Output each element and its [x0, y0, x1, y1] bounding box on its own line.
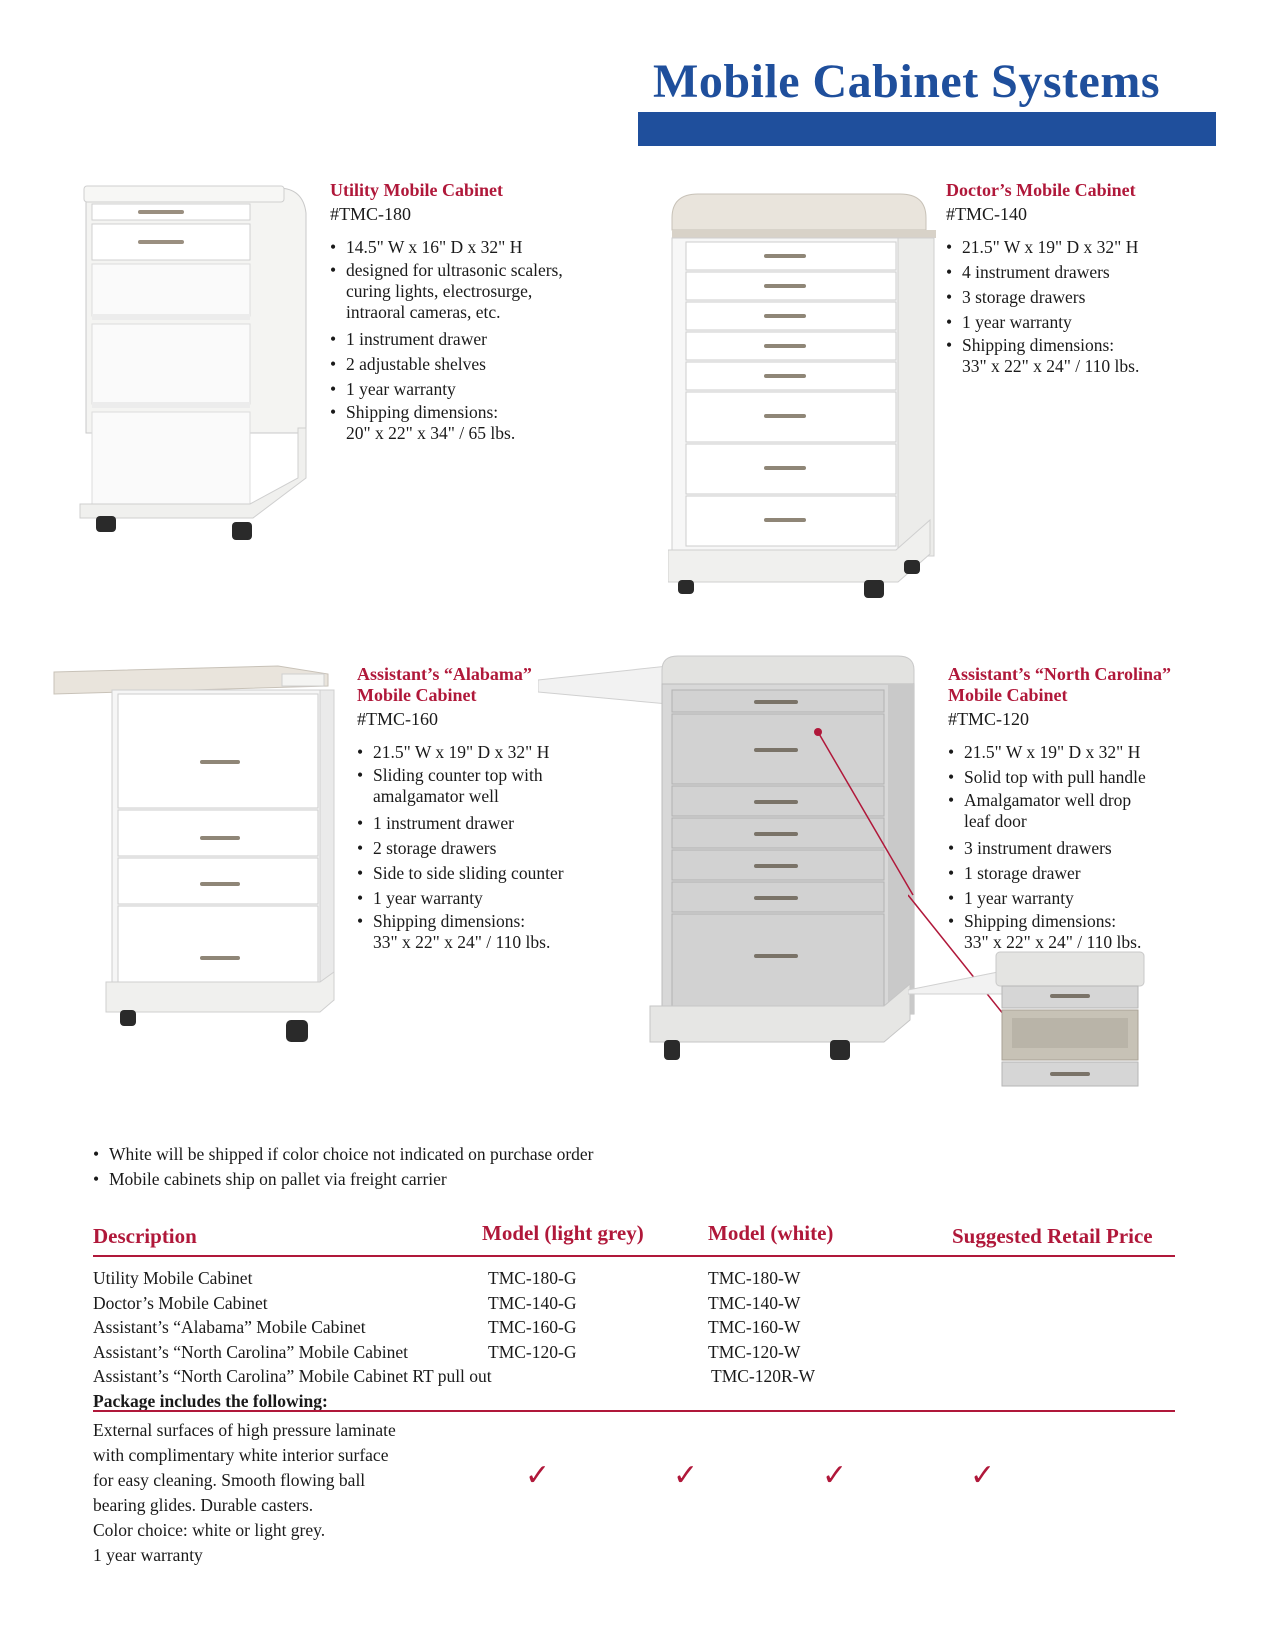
spec-item: • 3 instrument drawers: [948, 836, 1171, 861]
table-rows: [93, 1266, 492, 1413]
table-row-desc: Assistant’s “North Carolina” Mobile Cabinet RT pull out: [93, 1366, 492, 1386]
check-icon: ✓: [673, 1459, 699, 1492]
spec-item: • designed for ultrasonic scalers, curing lights, electrosurge, intraoral cameras, etc.: [330, 260, 563, 323]
spec-item: • 21.5" W x 19" D x 32" H: [948, 740, 1171, 765]
model-white: TMC-160-W: [708, 1317, 801, 1337]
header-model-grey: Model (light grey): [482, 1221, 644, 1245]
model-grey: TMC-120-G: [488, 1341, 577, 1362]
north-carolina-cabinet-image: [538, 650, 918, 1060]
package-line: with complimentary white interior surface: [93, 1445, 389, 1465]
page-title: Mobile Cabinet Systems: [653, 55, 1160, 108]
spec-item: • 1 instrument drawer: [330, 327, 563, 352]
spec-item: • Shipping dimensions: 20" x 22" x 34" / 65 lbs.: [330, 402, 563, 444]
check-icon: ✓: [970, 1459, 996, 1492]
spec-item: • Sliding counter top with amalgamator well: [357, 765, 564, 807]
spec-item: • Shipping dimensions: 33" x 22" x 24" / 110 lbs.: [946, 335, 1139, 377]
spec-item: • 21.5" W x 19" D x 32" H: [946, 235, 1139, 260]
product-name: Utility Mobile Cabinet: [330, 180, 503, 200]
spec-item: • Side to side sliding counter: [357, 861, 564, 886]
package-line: bearing glides. Durable casters.: [93, 1495, 314, 1515]
model-grey: TMC-160-G: [488, 1317, 577, 1337]
spec-item: • 1 year warranty: [330, 377, 563, 402]
package-line: Color choice: white or light grey.: [93, 1520, 326, 1540]
grey-model-column: [488, 1266, 576, 1364]
spec-item: • 21.5" W x 19" D x 32" H: [357, 740, 564, 765]
spec-item: • 2 adjustable shelves: [330, 352, 563, 377]
spec-item: • 1 year warranty: [948, 886, 1171, 911]
spec-item: • 1 year warranty: [357, 886, 564, 911]
model-white: TMC-140-W: [708, 1292, 801, 1313]
table-row-desc: Utility Mobile Cabinet: [93, 1268, 253, 1288]
header-model-white: Model (white): [708, 1221, 834, 1245]
spec-list: [330, 235, 563, 444]
table-row-desc: Doctor’s Mobile Cabinet: [93, 1292, 268, 1313]
note-item: • White will be shipped if color choice not indicated on purchase order: [93, 1142, 594, 1167]
doctor-cabinet-image: [668, 190, 940, 600]
model-white: TMC-180-W: [708, 1268, 801, 1288]
model-grey: TMC-140-G: [488, 1292, 577, 1313]
product-alabama: [357, 664, 564, 957]
shipping-notes: [93, 1142, 594, 1192]
spec-item: • 3 storage drawers: [946, 285, 1139, 310]
check-icon: ✓: [525, 1459, 551, 1492]
product-doctor: [946, 180, 1139, 381]
model-white: TMC-120R-W: [711, 1366, 816, 1386]
product-name-line-1: Assistant’s “Alabama”: [357, 664, 532, 684]
spec-list: [948, 740, 1171, 953]
package-rule: [93, 1410, 1175, 1412]
spec-item: • 4 instrument drawers: [946, 260, 1139, 285]
product-name-line-2: Mobile Cabinet: [357, 685, 477, 705]
product-utility: [330, 180, 563, 448]
package-line: External surfaces of high pressure laminate: [93, 1420, 396, 1440]
package-line: 1 year warranty: [93, 1545, 203, 1565]
product-north-carolina: [948, 664, 1171, 957]
package-description: [93, 1418, 438, 1568]
table-row-desc: Assistant’s “Alabama” Mobile Cabinet: [93, 1317, 366, 1337]
spec-item: • Shipping dimensions: 33" x 22" x 24" / 110 lbs.: [948, 911, 1171, 953]
alabama-cabinet-image: [48, 660, 338, 1050]
spec-item: • Solid top with pull handle: [948, 765, 1171, 790]
product-code: #TMC-120: [948, 709, 1029, 729]
spec-item: • 14.5" W x 16" D x 32" H: [330, 235, 563, 260]
note-item: • Mobile cabinets ship on pallet via freight carrier: [93, 1167, 594, 1192]
spec-item: • 1 year warranty: [946, 310, 1139, 335]
model-grey: TMC-180-G: [488, 1268, 577, 1288]
title-bar: [638, 112, 1216, 146]
package-label: Package includes the following:: [93, 1390, 328, 1411]
product-name: Doctor’s Mobile Cabinet: [946, 180, 1136, 200]
spec-item: • 1 instrument drawer: [357, 811, 564, 836]
package-line: for easy cleaning. Smooth flowing ball: [93, 1470, 366, 1490]
spec-item: • 2 storage drawers: [357, 836, 564, 861]
product-code: #TMC-180: [330, 204, 411, 224]
spec-list: [357, 740, 564, 953]
spec-item: • 1 storage drawer: [948, 861, 1171, 886]
spec-item: • Amalgamator well drop leaf door: [948, 790, 1171, 832]
header-retail-price: Suggested Retail Price: [952, 1224, 1153, 1248]
header-description: Description: [93, 1224, 197, 1248]
product-code: #TMC-140: [946, 204, 1027, 224]
table-row-desc: Assistant’s “North Carolina” Mobile Cabinet: [93, 1341, 408, 1362]
white-model-column: [708, 1266, 815, 1389]
spec-item: • Shipping dimensions: 33" x 22" x 24" / 110 lbs.: [357, 911, 564, 953]
header-rule: [93, 1255, 1175, 1257]
product-name-line-1: Assistant’s “North Carolina”: [948, 664, 1172, 684]
model-white: TMC-120-W: [708, 1341, 801, 1362]
spec-list: [946, 235, 1139, 377]
product-code: #TMC-160: [357, 709, 438, 729]
product-name-line-2: Mobile Cabinet: [948, 685, 1068, 705]
utility-cabinet-image: [78, 178, 310, 553]
check-icon: ✓: [822, 1459, 848, 1492]
